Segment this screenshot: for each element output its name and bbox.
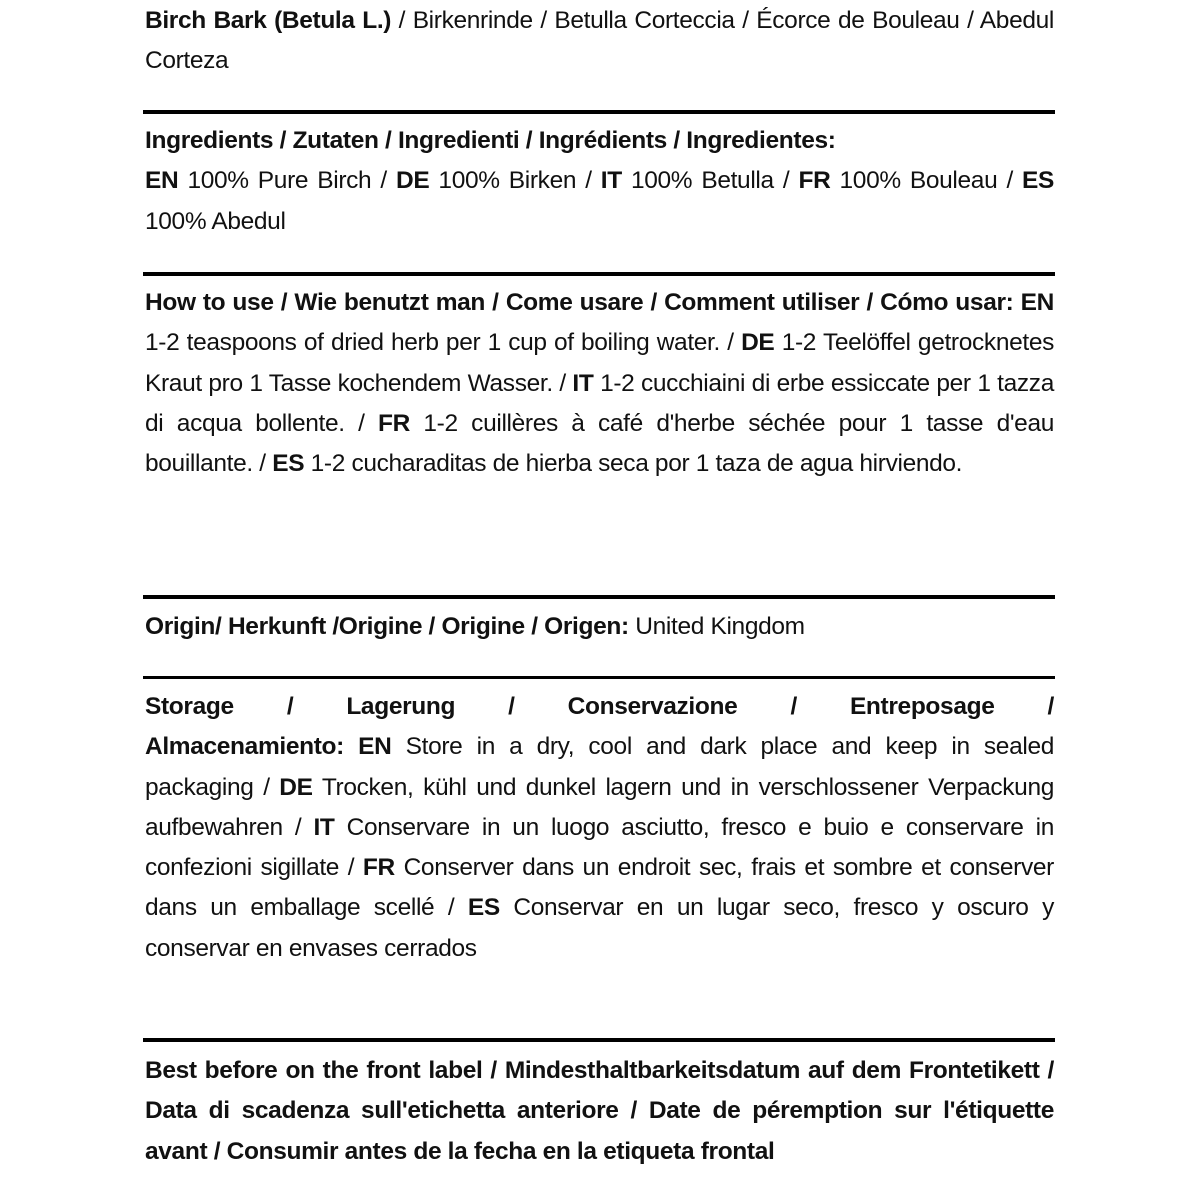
storage-section bbox=[145, 687, 1054, 969]
lang-code-de: DE bbox=[741, 329, 775, 357]
lang-code-es: ES bbox=[1022, 167, 1054, 195]
section-divider bbox=[143, 676, 1055, 679]
how-to-use-section bbox=[145, 283, 1054, 484]
storage-heading-word: Lagerung bbox=[346, 693, 456, 720]
storage-es: Conservar en un lugar seco, fresco y oscuro y conservar en envases cerrados bbox=[145, 894, 1054, 962]
section-divider bbox=[143, 1038, 1055, 1042]
lang-code-fr: FR bbox=[378, 409, 410, 437]
product-name-section bbox=[145, 1, 1054, 82]
ingredients-section bbox=[145, 121, 1054, 242]
lang-code-fr: FR bbox=[362, 854, 395, 882]
product-name-translations: / Birkenrinde / Betulla Corteccia / Écorce de Bouleau / Abedul Corteza bbox=[145, 7, 1054, 75]
storage-it: Conservare in un luogo asciutto, fresco e buio e conservare in confezioni sigillate / bbox=[145, 813, 1054, 882]
storage-fr: Conserver dans un endroit sec, frais et sombre et conserver dans un emballage scellé / bbox=[145, 854, 1054, 922]
origin-value: United Kingdom bbox=[628, 613, 805, 640]
lang-code-fr: FR bbox=[798, 167, 831, 195]
how-to-use-es: 1-2 cucharaditas de hierba seca por 1 taza de agua hirviendo. bbox=[304, 450, 963, 478]
lang-code-de: DE bbox=[395, 167, 430, 195]
storage-en: Store in a dry, cool and dark place and keep in sealed packaging / bbox=[145, 733, 1054, 801]
storage-de: Trocken, kühl und dunkel lagern und in verschlossener Verpackung aufbewahren / bbox=[145, 773, 1054, 841]
section-divider bbox=[143, 595, 1055, 599]
lang-code-it: IT bbox=[313, 813, 335, 841]
origin-section bbox=[145, 607, 1054, 647]
storage-heading-separator: / bbox=[286, 693, 294, 720]
storage-heading-tail: Almacenamiento: bbox=[145, 733, 344, 761]
lang-code-en: EN bbox=[1020, 289, 1055, 316]
ingredient-es: 100% Abedul bbox=[145, 207, 286, 235]
how-to-use-it: 1-2 cucchiaini di erbe essiccate per 1 tazza di acqua bollente. / bbox=[145, 369, 1054, 437]
how-to-use-fr: 1-2 cuillères à café d'herbe séchée pour 1 tasse d'eau bouillante. / bbox=[145, 409, 1054, 478]
ingredient-en: 100% Pure Birch / bbox=[178, 167, 396, 195]
how-to-use-en: 1-2 teaspoons of dried herb per 1 cup of boiling water. / bbox=[145, 329, 742, 357]
storage-heading-word: Entreposage bbox=[849, 693, 995, 720]
storage-heading-separator: / bbox=[508, 693, 515, 720]
ingredient-fr: 100% Bouleau / bbox=[830, 167, 1022, 195]
section-divider bbox=[143, 110, 1055, 114]
storage-heading-separator: / bbox=[1047, 693, 1054, 720]
origin-heading: Origin/ Herkunft /Origine / Origine / Origen: bbox=[145, 613, 629, 640]
best-before-section bbox=[145, 1051, 1054, 1172]
lang-code-it: IT bbox=[600, 167, 622, 195]
section-divider bbox=[143, 272, 1055, 276]
storage-heading-word: Storage bbox=[145, 693, 234, 720]
lang-code-en: EN bbox=[145, 167, 179, 195]
storage-heading-separator: / bbox=[790, 693, 797, 720]
ingredients-heading: Ingredients / Zutaten / Ingredienti / Ingrédients / Ingredientes: bbox=[145, 127, 836, 154]
lang-code-it: IT bbox=[572, 369, 594, 397]
how-to-use-de: 1-2 Teelöffel getrocknetes Kraut pro 1 Tasse kochendem Wasser. / bbox=[145, 329, 1055, 397]
product-name-latin: Birch Bark (Betula L.) bbox=[145, 7, 392, 34]
ingredient-de: 100% Birken / bbox=[429, 167, 601, 195]
ingredient-it: 100% Betulla / bbox=[621, 167, 799, 195]
lang-code-en: EN bbox=[358, 733, 392, 761]
lang-code-de: DE bbox=[279, 773, 313, 801]
best-before-text: Best before on the front label / Mindesthaltbarkeitsdatum auf dem Frontetikett / Data di scadenza sull'etichetta anteriore / Date de péremption sur l'étiquette avant / Consumir antes de la fecha en la etiqueta frontal bbox=[145, 1057, 1054, 1165]
storage-heading-row bbox=[145, 687, 1054, 727]
how-to-use-heading: How to use / Wie benutzt man / Come usare / Comment utiliser / Cómo usar: bbox=[145, 289, 1014, 316]
storage-heading-word: Conservazione bbox=[567, 693, 738, 720]
lang-code-es: ES bbox=[272, 450, 305, 478]
lang-code-es: ES bbox=[467, 894, 500, 922]
